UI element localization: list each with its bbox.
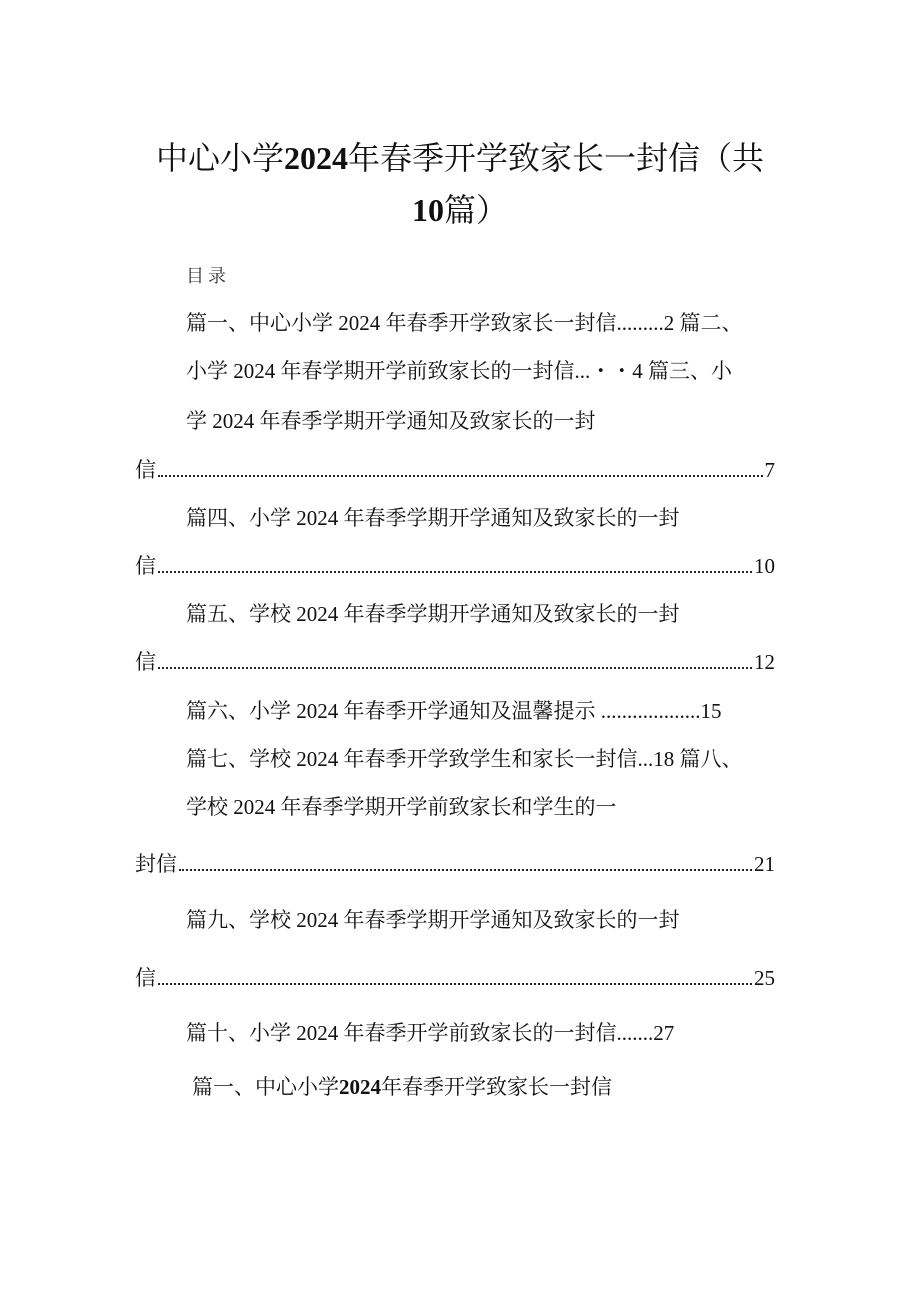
toc-entry-label: 信 bbox=[135, 458, 156, 482]
toc-heading: 目录 bbox=[186, 266, 230, 287]
toc-entry-leader[interactable] bbox=[135, 963, 775, 993]
title-count: 10 bbox=[411, 192, 444, 228]
toc-line[interactable]: 篇九、学校 2024 年春季学期开学通知及致家长的一封 bbox=[186, 908, 680, 932]
toc-entry-label: 信 bbox=[135, 966, 156, 990]
title-part: 中心小学 bbox=[155, 139, 284, 177]
dot-leader bbox=[158, 667, 752, 669]
toc-line[interactable]: 篇一、中心小学 2024 年春季开学致家长一封信.........2 篇二、 bbox=[186, 311, 743, 335]
toc-line[interactable]: 小学 2024 年春学期开学前致家长的一封信...・・4 篇三、小 bbox=[186, 359, 732, 383]
toc-line[interactable]: 篇十、小学 2024 年春季开学前致家长的一封信.......27 bbox=[186, 1021, 675, 1045]
toc-page-number: 12 bbox=[754, 650, 775, 674]
toc-page-number: 7 bbox=[764, 458, 775, 482]
title-part: 年春季开学致家长一封信（共 bbox=[348, 139, 765, 177]
toc-line[interactable]: 篇七、学校 2024 年春季开学致学生和家长一封信...18 篇八、 bbox=[186, 747, 743, 771]
document-title-line1 bbox=[100, 138, 820, 178]
toc-entry-leader[interactable] bbox=[135, 551, 775, 581]
title-year: 2024 bbox=[284, 140, 348, 176]
toc-line[interactable]: 学 2024 年春季学期开学通知及致家长的一封 bbox=[186, 409, 596, 433]
toc-page-number: 10 bbox=[754, 554, 775, 578]
section-heading-part: 年春季开学致家长一封信 bbox=[381, 1075, 612, 1099]
section-heading bbox=[192, 1072, 612, 1102]
toc-entry-leader[interactable] bbox=[135, 849, 775, 879]
toc-entry-leader[interactable] bbox=[135, 647, 775, 677]
section-year: 2024 bbox=[339, 1075, 381, 1099]
toc-page-number: 25 bbox=[754, 966, 775, 990]
toc-entry-label: 信 bbox=[135, 554, 156, 578]
document-title-line2 bbox=[100, 190, 820, 230]
toc-line[interactable]: 篇五、学校 2024 年春季学期开学通知及致家长的一封 bbox=[186, 602, 680, 626]
toc-page-number: 21 bbox=[754, 852, 775, 876]
toc-line[interactable]: 篇四、小学 2024 年春季学期开学通知及致家长的一封 bbox=[186, 506, 680, 530]
toc-entry-label: 信 bbox=[135, 650, 156, 674]
section-heading-part: 篇一、中心小学 bbox=[192, 1075, 339, 1099]
toc-line[interactable]: 篇六、小学 2024 年春季开学通知及温馨提示 ...................15 bbox=[186, 699, 722, 723]
toc-entry-label: 封信 bbox=[135, 852, 177, 876]
dot-leader bbox=[179, 869, 752, 871]
title-part: 篇） bbox=[443, 191, 508, 229]
toc-entry-leader[interactable] bbox=[135, 455, 775, 485]
dot-leader bbox=[158, 983, 752, 985]
toc-line[interactable]: 学校 2024 年春季学期开学前致家长和学生的一 bbox=[186, 795, 617, 819]
dot-leader bbox=[158, 571, 752, 573]
dot-leader bbox=[158, 475, 763, 477]
